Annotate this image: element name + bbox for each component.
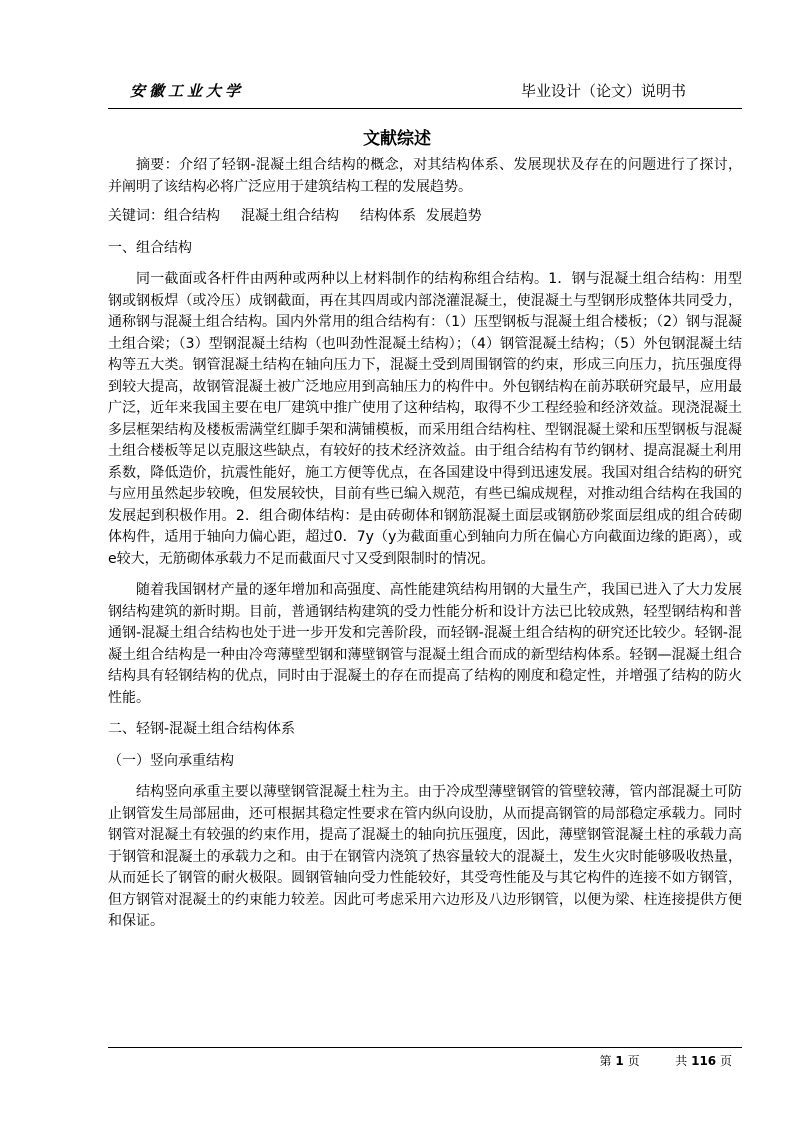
page-number: 1: [615, 1054, 624, 1068]
page-prefix: 第: [599, 1054, 612, 1068]
keyword-item: 结构体系: [360, 208, 416, 224]
header-divider: [108, 108, 742, 109]
keywords-line: [108, 206, 742, 228]
abstract-paragraph: 摘要：介绍了轻钢-混凝土组合结构的概念，对其结构体系、发展现状及存在的问题进行了探讨，并阐明了该结构必将广泛应用于建筑结构工程的发展趋势。: [108, 157, 742, 195]
keywords-label: 关键词：: [108, 208, 164, 224]
keyword-item: 组合结构: [164, 208, 220, 224]
section-heading-2: 二、轻钢-混凝土组合结构体系: [108, 721, 296, 737]
keyword-item: 发展趋势: [425, 208, 482, 224]
page-suffix: 页: [627, 1054, 640, 1068]
body-paragraph: 结构竖向承重主要以薄壁钢管混凝土柱为主。由于冷成型薄壁钢管的管壁较薄，管内部混凝土可防止钢管发生局部屈曲，还可根据其稳定性要求在管内纵向设肋，从而提高钢管的局部稳定承载力。同时钢管对混凝土有较强的约束作用，提高了混凝土的轴向抗压强度，因此，薄壁钢管混凝土柱的承载力高于钢管和混凝土的承载力之和。由于在钢管内浇筑了热容量较大的混凝土，发生火灾时能够吸收热量，从而延长了钢管的耐火极限。圆钢管轴向受力性能较好，其受弯性能及与其它构件的连接不如方钢管，但方钢管对混凝土的约束能力较差。因此可考虑采用六边形及八边形钢管，以便为梁、柱连接提供方便和保证。: [108, 784, 742, 929]
document-body: [108, 155, 742, 933]
page-footer: [600, 1052, 732, 1069]
school-logo-text: 安徽工业大学: [130, 82, 245, 100]
page-header: [108, 80, 742, 108]
section-heading-1: 一、组合结构: [108, 239, 192, 256]
page-title: 文献综述: [363, 129, 431, 149]
body-paragraph: 随着我国钢材产量的逐年增加和高强度、高性能建筑结构用钢的大量生产，我国已进入了大力发展钢结构建筑的新时期。目前，普通钢结构建筑的受力性能分析和设计方法已比较成熟，轻型钢结构和普通钢-混凝土组合结构也处于进一步开发和完善阶段，而轻钢-混凝土组合结构的研究还比较少。轻钢-混凝土组合结构是一种由冷弯薄壁型钢和薄壁钢管与混凝土组合而成的新型结构体系。轻钢—混凝土组合结构具有轻钢结构的优点，同时由于混凝土的存在而提高了结构的刚度和稳定性，并增强了结构的防火性能。: [108, 582, 742, 706]
keyword-item: 混凝土组合结构: [241, 208, 339, 224]
total-pages: 116: [691, 1054, 717, 1068]
total-prefix: 共: [675, 1054, 688, 1068]
subsection-heading: （一）竖向承重结构: [108, 752, 234, 769]
document-type: 毕业设计（论文）说明书: [520, 82, 686, 100]
footer-divider: [108, 1047, 742, 1048]
body-paragraph: 同一截面或各杆件由两种或两种以上材料制作的结构称组合结构。1．钢与混凝土组合结构：用型钢或钢板焊（或冷压）成钢截面，再在其四周或内部浇灌混凝土，使混凝土与型钢形成整体共同受力，通称钢与混凝土组合结构。国内外常用的组合结构有：（1）压型钢板与混凝土组合楼板；（2）钢与混凝土组合梁；（3）型钢混凝土结构（也叫劲性混凝土结构）；（4）钢管混凝土结构；（5）外包钢混凝土结构等五大类。钢管混凝土结构在轴向压力下，混凝土受到周围钢管的约束，形成三向压力，抗压强度得到较大提高，故钢管混凝土被广泛地应用到高轴压力的构件中。外包钢结构在前苏联研究最早，应用最广泛，近年来我国主要在电厂建筑中推广使用了这种结构，取得不少工程经验和经济效益。现浇混凝土多层框架结构及楼板需满堂红脚手架和满铺模板，而采用组合结构柱、型钢混凝土梁和压型钢板与混凝土组合楼板等足以克服这些缺点，有较好的技术经济效益。由于组合结构有节约钢材、提高混凝土利用系数，降低造价，抗震性能好，施工方便等优点，在各国建设中得到迅速发展。我国对组合结构的研究与应用虽然起步较晚，但发展较快，目前有些已编入规范，有些已编成规程，对推动组合结构在我国的发展起到积极作用。2．组合砌体结构：是由砖砌体和钢筋混凝土面层或钢筋砂浆面层组成的组合砖砌体构件，适用于轴向力偏心距，超过0．7y（y为截面重心到轴向力所在偏心方向截面边缘的距离），或e较大，无筋砌体承载力不足而截面尺寸又受到限制时的情况。: [108, 271, 742, 567]
total-suffix: 页: [719, 1054, 732, 1068]
